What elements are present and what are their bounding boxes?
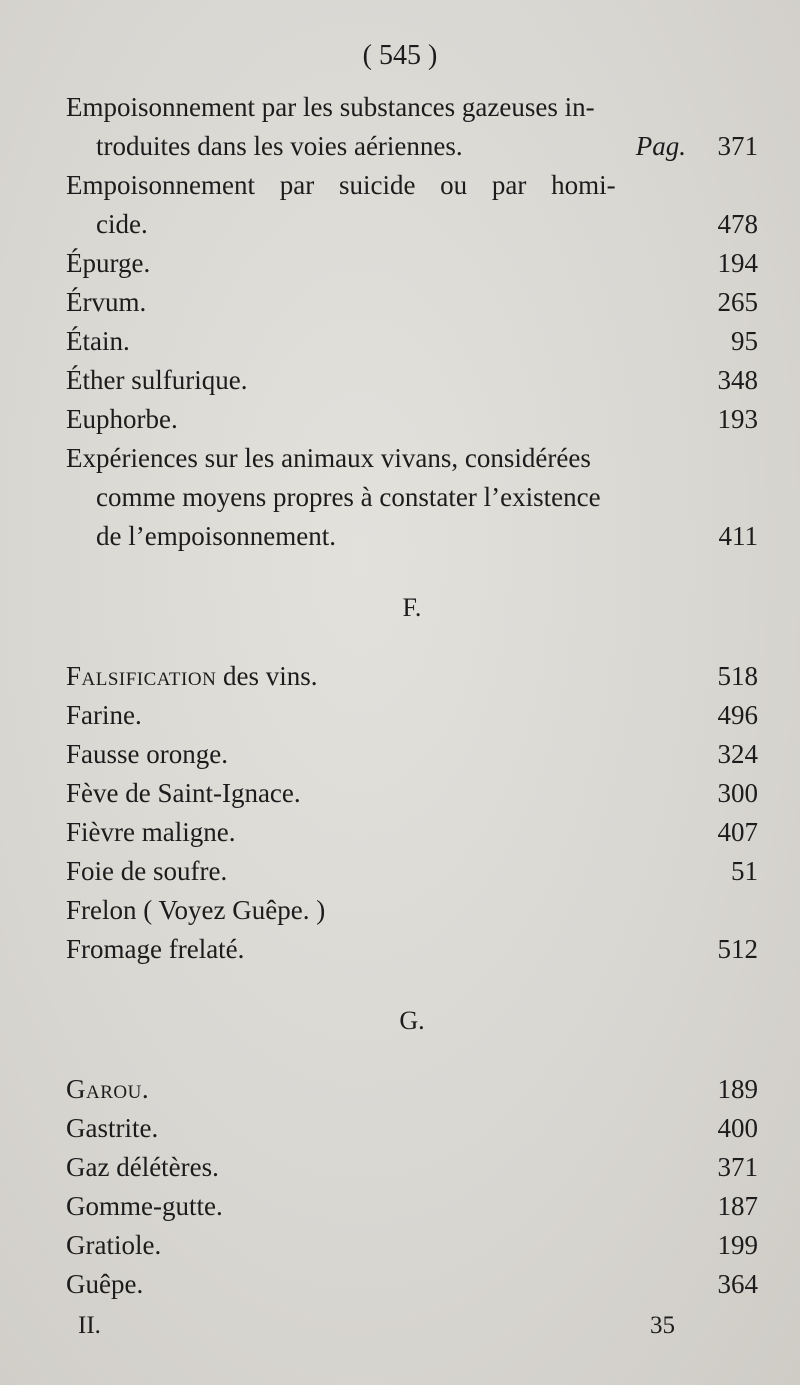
section-heading-f: F.	[402, 593, 422, 622]
index-entry	[66, 166, 758, 244]
index-entry	[66, 1265, 758, 1304]
page-ref: 193	[717, 404, 758, 434]
entry-line: Érvum.	[66, 287, 147, 317]
entry-head: Garou	[66, 1074, 142, 1104]
index-entry	[66, 657, 758, 696]
page-ref: 512	[717, 934, 758, 964]
page-ref: 478	[717, 209, 758, 239]
index-entry	[66, 813, 758, 852]
index-entry	[66, 1226, 758, 1265]
page-ref: 411	[718, 521, 758, 551]
entry-head: Falsification	[66, 661, 217, 691]
entry-line: Étain.	[66, 326, 130, 356]
index-entry	[66, 774, 758, 813]
entry-line: Fausse oronge.	[66, 739, 228, 769]
index-entry	[66, 1148, 758, 1187]
entry-line: Épurge.	[66, 248, 151, 278]
index-entry	[66, 1109, 758, 1148]
entry-line: Empoisonnement par suicide ou par homi-	[66, 170, 616, 200]
index-entry	[66, 735, 758, 774]
page-ref: 496	[717, 700, 758, 730]
index-entry	[66, 244, 758, 283]
page-ref: 194	[717, 248, 758, 278]
entry-line: Euphorbe.	[66, 404, 178, 434]
index-entry	[66, 88, 758, 166]
page-ref: 518	[717, 661, 758, 691]
index-entry	[66, 439, 758, 556]
entry-line: Gaz délétères.	[66, 1152, 219, 1182]
entry-line: Fièvre maligne.	[66, 817, 236, 847]
entry-line: Gastrite.	[66, 1113, 159, 1143]
entry-line: Gomme-gutte.	[66, 1191, 223, 1221]
index-entry	[66, 930, 758, 969]
entry-line: Falsification des vins.	[66, 661, 318, 691]
entry-line: Garou.	[66, 1074, 149, 1104]
entry-line: Fève de Saint-Ignace.	[66, 778, 301, 808]
section-heading-g: G.	[399, 1006, 425, 1035]
page-abbrev: Pag.	[635, 131, 686, 161]
page-ref: 95	[731, 326, 758, 356]
index-entry	[66, 1070, 758, 1109]
entry-line: Gratiole.	[66, 1230, 162, 1260]
page-ref: 199	[717, 1230, 758, 1260]
entry-line: troduites dans les voies aériennes.	[96, 131, 463, 161]
signature-mark: II.	[78, 1312, 101, 1339]
index-entry	[66, 322, 758, 361]
entry-line: Guêpe.	[66, 1269, 144, 1299]
page-ref: 371	[717, 131, 758, 161]
fold-number: 35	[650, 1312, 675, 1339]
index-entry	[66, 891, 758, 930]
index-entry	[66, 400, 758, 439]
page-ref: 189	[717, 1074, 758, 1104]
page-ref: 371	[717, 1152, 758, 1182]
entry-line: Fromage frelaté.	[66, 934, 245, 964]
index-entry	[66, 696, 758, 735]
entry-line: Foie de soufre.	[66, 856, 228, 886]
entry-line: de l’empoisonnement.	[96, 521, 336, 551]
entry-line: Éther sulfurique.	[66, 365, 248, 395]
entry-line: cide.	[96, 209, 148, 239]
page-number: ( 545 )	[362, 40, 438, 71]
entry-line: Expériences sur les animaux vivans, considérées	[66, 443, 591, 473]
index-entries	[66, 88, 758, 1304]
page-ref: 265	[717, 287, 758, 317]
page-ref: 400	[717, 1113, 758, 1143]
page-ref: 324	[717, 739, 758, 769]
index-entry	[66, 852, 758, 891]
page-ref: 300	[717, 778, 758, 808]
page-ref: 348	[717, 365, 758, 395]
page-ref: 187	[717, 1191, 758, 1221]
entry-line: Farine.	[66, 700, 142, 730]
entry-line: Empoisonnement par les substances gazeuses in-	[66, 92, 595, 122]
page-ref: 407	[717, 817, 758, 847]
page-ref: 364	[717, 1269, 758, 1299]
entry-line: Frelon ( Voyez Guêpe. )	[66, 895, 326, 925]
page-ref: 51	[731, 856, 758, 886]
index-entry	[66, 283, 758, 322]
index-entry	[66, 361, 758, 400]
index-entry	[66, 1187, 758, 1226]
entry-line: comme moyens propres à constater l’existence	[96, 482, 601, 512]
